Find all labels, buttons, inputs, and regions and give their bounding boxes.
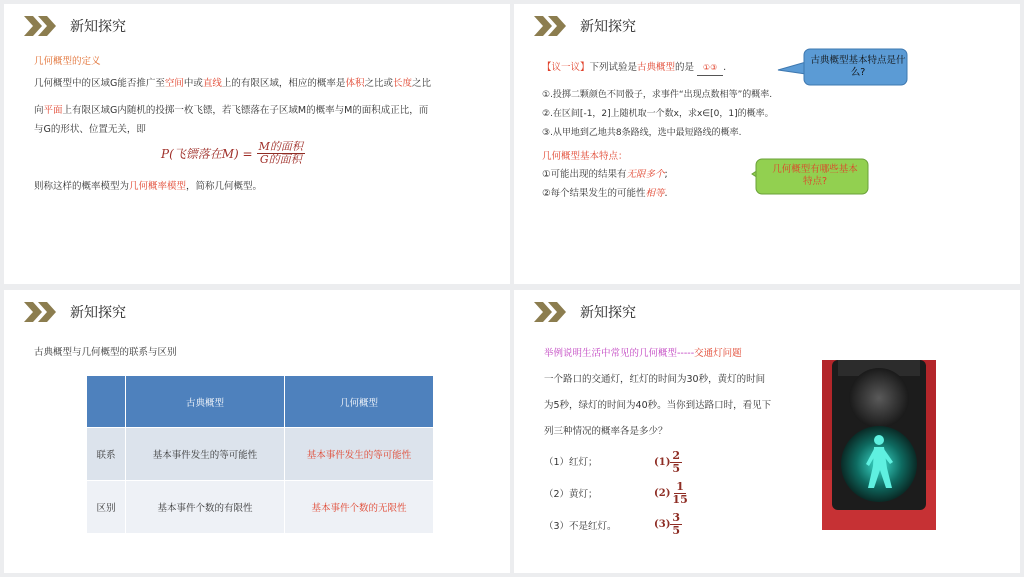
answer-3: (3) $\frac{3}{5}$ [654,511,681,537]
chevron-double-icon [534,16,570,36]
probability-formula: P(飞镖落在M) = $\frac{\text{M的面积}}{\text{G的面积}}$ [161,140,303,166]
table-row [87,428,434,481]
panel-header [24,14,126,38]
section-subtitle: 几何概型的定义 [34,56,101,67]
list-item: ①.投掷二颗颜色不同骰子，求事件“出现点数相等”的概率. [542,90,773,100]
panel-header [534,14,636,38]
paragraph-line: 列三种情况的概率各是多少？ [544,426,668,437]
table-cell: 联系 [87,428,126,481]
answer-2: (2) $\frac{1}{15}$ [654,480,688,506]
discussion-question: 【议一议】下列试验是古典概型的是 ①③ . [542,61,726,76]
table-cell: 基本事件个数的无限性 [285,481,434,534]
section-subtitle: 举例说明生活中常见的几何概型-----交通灯问题 [544,348,742,359]
table-header-cell: 几何概型 [285,376,434,428]
panel-title: 新知探究 [580,19,636,35]
slide-panel-discussion [514,4,1020,284]
table-cell: 基本事件发生的等可能性 [285,428,434,481]
list-item: ③.从甲地到乙地共8条路线，选中最短路线的概率. [542,128,742,138]
answer-blank: ①③ [697,61,723,76]
panel-title: 新知探究 [70,19,126,35]
table-header-cell [87,376,126,428]
conclusion-line: 则称这样的概率模型为几何概率模型，简称几何概型。 [34,181,263,192]
table-cell: 基本事件发生的等可能性 [126,428,285,481]
slide-panel-comparison [4,290,510,573]
chevron-double-icon [24,16,60,36]
paragraph-line: 一个路口的交通灯，红灯的时间为30秒，黄灯的时间 [544,374,766,385]
table-header-row [87,376,434,428]
table-row [87,481,434,534]
traffic-light-photo [822,360,936,530]
paragraph-line: 为5秒，绿灯的时间为40秒。当你到达路口时，看见下 [544,400,772,411]
slide-panel-traffic-light [514,290,1020,573]
question-item: （3）不是红灯。 [544,521,617,532]
definition-line-1: 几何概型中的区域G能否推广至空间中或直线上的有限区域，相应的概率是体积之比或长度之比 [34,78,431,89]
question-item: （1）红灯； [544,457,598,468]
panel-title: 新知探究 [70,305,126,321]
feature-title: 几何概型基本特点： [542,151,628,162]
slide-panel-definition [4,4,510,284]
comparison-table [86,375,434,534]
panel-header [24,300,126,324]
table-header-cell: 古典概型 [126,376,285,428]
answer-1: (1) $\frac{2}{5}$ [654,449,681,475]
question-item: （2）黄灯； [544,489,598,500]
definition-line-3: 与G的形状、位置无关，即 [34,124,146,135]
definition-line-2: 向平面上有限区域G内随机的投掷一枚飞镖，若飞镖落在子区域M的概率与M的面积成正比，而 [34,105,429,116]
panel-title: 新知探究 [580,305,636,321]
callout-classical: 古典概型基本特点是什么? [810,55,906,78]
feature-item-1: ①可能出现的结果有无限多个; [542,169,668,180]
callout-geometric: 几何概型有哪些基本特点? [772,164,858,187]
table-cell: 基本事件个数的有限性 [126,481,285,534]
table-cell: 区别 [87,481,126,534]
chevron-double-icon [24,302,60,322]
feature-item-2: ②每个结果发生的可能性相等. [542,188,668,199]
section-subtitle: 古典概型与几何概型的联系与区别 [34,347,177,358]
panel-header [534,300,636,324]
chevron-double-icon [534,302,570,322]
list-item: ②.在区间[-1，2]上随机取一个数x，求x∈[0，1]的概率。 [542,109,774,119]
